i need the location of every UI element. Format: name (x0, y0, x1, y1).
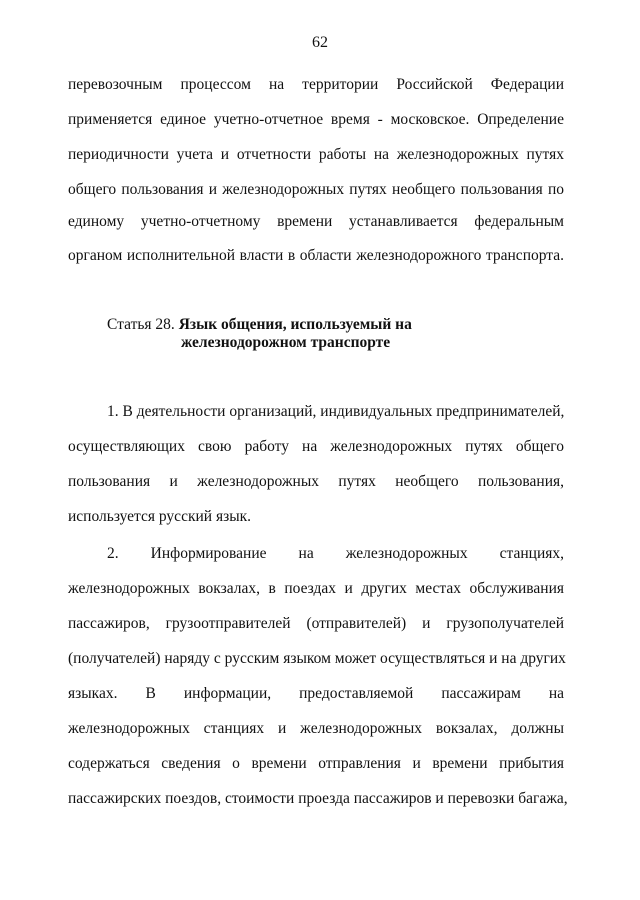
clause1-line: пользования и железнодорожных путях необщего пользования, (68, 473, 564, 490)
article-number: Статья 28. (107, 316, 175, 333)
clause2-line: железнодорожных станциях и железнодорожных вокзалах, должны (68, 720, 564, 737)
paragraph-line: общего пользования и железнодорожных путях необщего пользования по (68, 181, 564, 198)
clause2-line: пассажирских поездов, стоимости проезда пассажиров и перевозки багажа, (68, 790, 568, 807)
clause2-line: (получателей) наряду с русским языком может осуществляться и на других (68, 650, 566, 667)
paragraph-line: периодичности учета и отчетности работы на железнодорожных путях (68, 146, 564, 163)
article-heading-cont (181, 334, 390, 352)
article-title-line1: Язык общения, используемый на (178, 316, 412, 333)
paragraph-line: перевозочным процессом на территории Российской Федерации (68, 76, 564, 93)
clause1-line: используется русский язык. (68, 508, 252, 525)
article-heading (107, 316, 412, 334)
clause2-line: пассажиров, грузоотправителей (отправителей) и грузополучателей (68, 615, 564, 632)
clause1-line: осуществляющих свою работу на железнодорожных путях общего (68, 438, 564, 455)
clause2-line: содержаться сведения о времени отправления и времени прибытия (68, 755, 564, 772)
clause2-line: языках. В информации, предоставляемой пассажирам на (68, 685, 564, 702)
clause1-line: 1. В деятельности организаций, индивидуальных предпринимателей, (107, 403, 565, 420)
article-title-line2: железнодорожном транспорте (181, 334, 391, 351)
paragraph-line: единому учетно-отчетному времени устанавливается федеральным (68, 213, 564, 230)
clause2-line: 2. Информирование на железнодорожных станциях, (107, 545, 564, 562)
clause2-line: железнодорожных вокзалах, в поездах и других местах обслуживания (68, 580, 564, 597)
page-number: 62 (312, 34, 328, 51)
paragraph-line: применяется единое учетно-отчетное время - московское. Определение (68, 111, 564, 128)
paragraph-line: органом исполнительной власти в области железнодорожного транспорта. (68, 247, 564, 264)
